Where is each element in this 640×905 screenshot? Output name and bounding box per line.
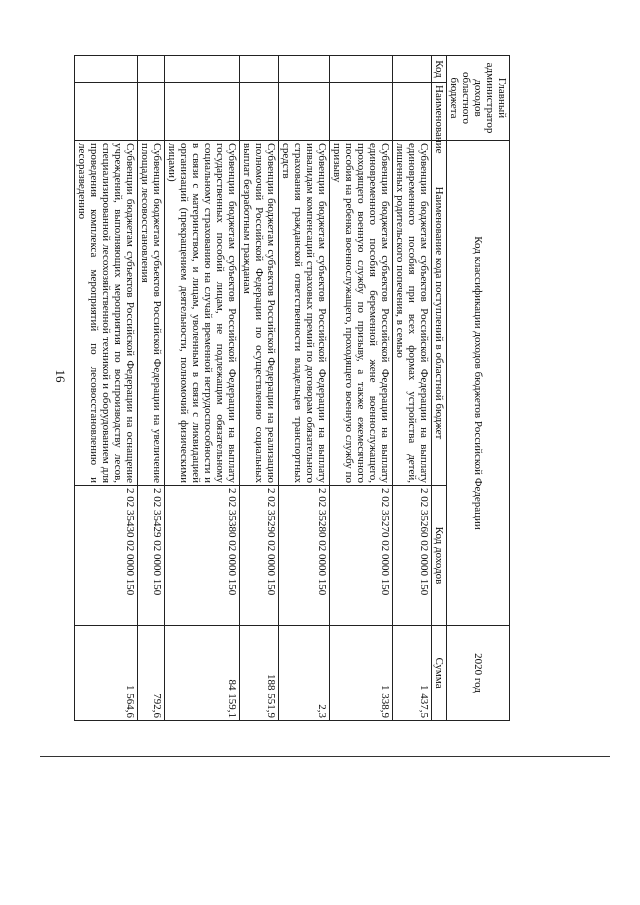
income-name-cell: Субвенции бюджетам субъектов Российской Федерации на выплату единовременного пособия беременной жене военнослужащего, проходящего военную службу по призыву, а также ежемесячного пособия на ребенка военнослужащего, проходящего военную службу по призыву — [330, 141, 393, 486]
income-classification-table — [74, 55, 510, 721]
income-name-cell: Субвенции бюджетам субъектов Российской Федерации на выплату единовременного пособия при всех формах устройства детей, лишенных родительского попечения, в семью — [393, 141, 432, 486]
income-name-cell: Субвенции бюджетам субъектов Российской Федерации на выплату государственных пособий лицам, не подлежащим обязательному социальному страхованию на случай временной нетрудоспособности и в связи с материнством, и лицам, уволенным в связи с ликвидацией организаций (прекращением деятельности, полномочий физическими лицами) — [165, 141, 240, 486]
admin-name-cell — [330, 83, 393, 141]
admin-code-cell — [138, 56, 165, 83]
sum-cell: 84 159,1 — [165, 626, 240, 721]
table-row — [240, 56, 279, 721]
admin-name-cell — [75, 83, 138, 141]
income-code-cell: 2 02 35270 02 0000 150 — [330, 486, 393, 626]
header-admin-name: Наименование — [432, 83, 447, 141]
sum-cell: 1 437,5 — [393, 626, 432, 721]
income-code-cell: 2 02 35430 02 0000 150 — [75, 486, 138, 626]
table-row — [393, 56, 432, 721]
income-code-cell: 2 02 35290 02 0000 150 — [240, 486, 279, 626]
table-row — [165, 56, 240, 721]
admin-name-cell — [138, 83, 165, 141]
header-income-code: Код доходов — [432, 486, 447, 626]
admin-code-cell — [75, 56, 138, 83]
admin-code-cell — [240, 56, 279, 83]
income-name-cell: Субвенции бюджетам субъектов Российской Федерации на выплату инвалидам компенсаций страховых премий по договорам обязательного страхования гражданской ответственности владельцев транспортных средств — [279, 141, 330, 486]
admin-name-cell — [240, 83, 279, 141]
sum-cell: 1 338,9 — [330, 626, 393, 721]
admin-code-cell — [279, 56, 330, 83]
admin-name-cell — [165, 83, 240, 141]
income-code-cell: 2 02 35429 02 0000 150 — [138, 486, 165, 626]
admin-code-cell — [165, 56, 240, 83]
admin-code-cell — [330, 56, 393, 83]
income-code-cell: 2 02 35280 02 0000 150 — [279, 486, 330, 626]
admin-name-cell — [279, 83, 330, 141]
page-number: 16 — [53, 369, 68, 383]
table-row — [138, 56, 165, 721]
header-sum: Сумма — [432, 626, 447, 721]
table-row — [75, 56, 138, 721]
header-classification-group: Код классификации доходов бюджетов Российской Федерации — [447, 141, 510, 626]
table-row — [330, 56, 393, 721]
rotated-table-container — [76, 55, 510, 720]
income-name-cell: Субвенции бюджетам субъектов Российской Федерации на оснащение учреждений, выполняющих мероприятия по воспроизводству лесов, специализированной лесохозяйственной техникой и оборудованием для проведения комплекса мероприятий по лесовосстановлению и лесоразведению — [75, 141, 138, 486]
table-row — [279, 56, 330, 721]
income-code-cell: 2 02 35260 02 0000 150 — [393, 486, 432, 626]
table-header-row-2 — [432, 56, 447, 721]
horizontal-rule — [40, 756, 610, 757]
admin-code-cell — [393, 56, 432, 83]
sum-cell: 188 551,9 — [240, 626, 279, 721]
header-admin-group: Главный администратор доходов областного бюджета — [447, 56, 510, 141]
header-year: 2020 год — [447, 626, 510, 721]
header-income-name: Наименование кода поступлений в областной бюджет — [432, 141, 447, 486]
header-code: Код — [432, 56, 447, 83]
income-name-cell: Субвенции бюджетам субъектов Российской Федерации на увеличение площади лесовосстановления — [138, 141, 165, 486]
sum-cell: 2,3 — [279, 626, 330, 721]
table-header-row-1 — [447, 56, 510, 721]
income-name-cell: Субвенции бюджетам субъектов Российской Федерации на реализацию полномочий Российской Федерации по осуществлению социальных выплат безработным гражданам — [240, 141, 279, 486]
admin-name-cell — [393, 83, 432, 141]
sum-cell: 1 564,6 — [75, 626, 138, 721]
income-code-cell: 2 02 35380 02 0000 150 — [165, 486, 240, 626]
sum-cell: 792,6 — [138, 626, 165, 721]
